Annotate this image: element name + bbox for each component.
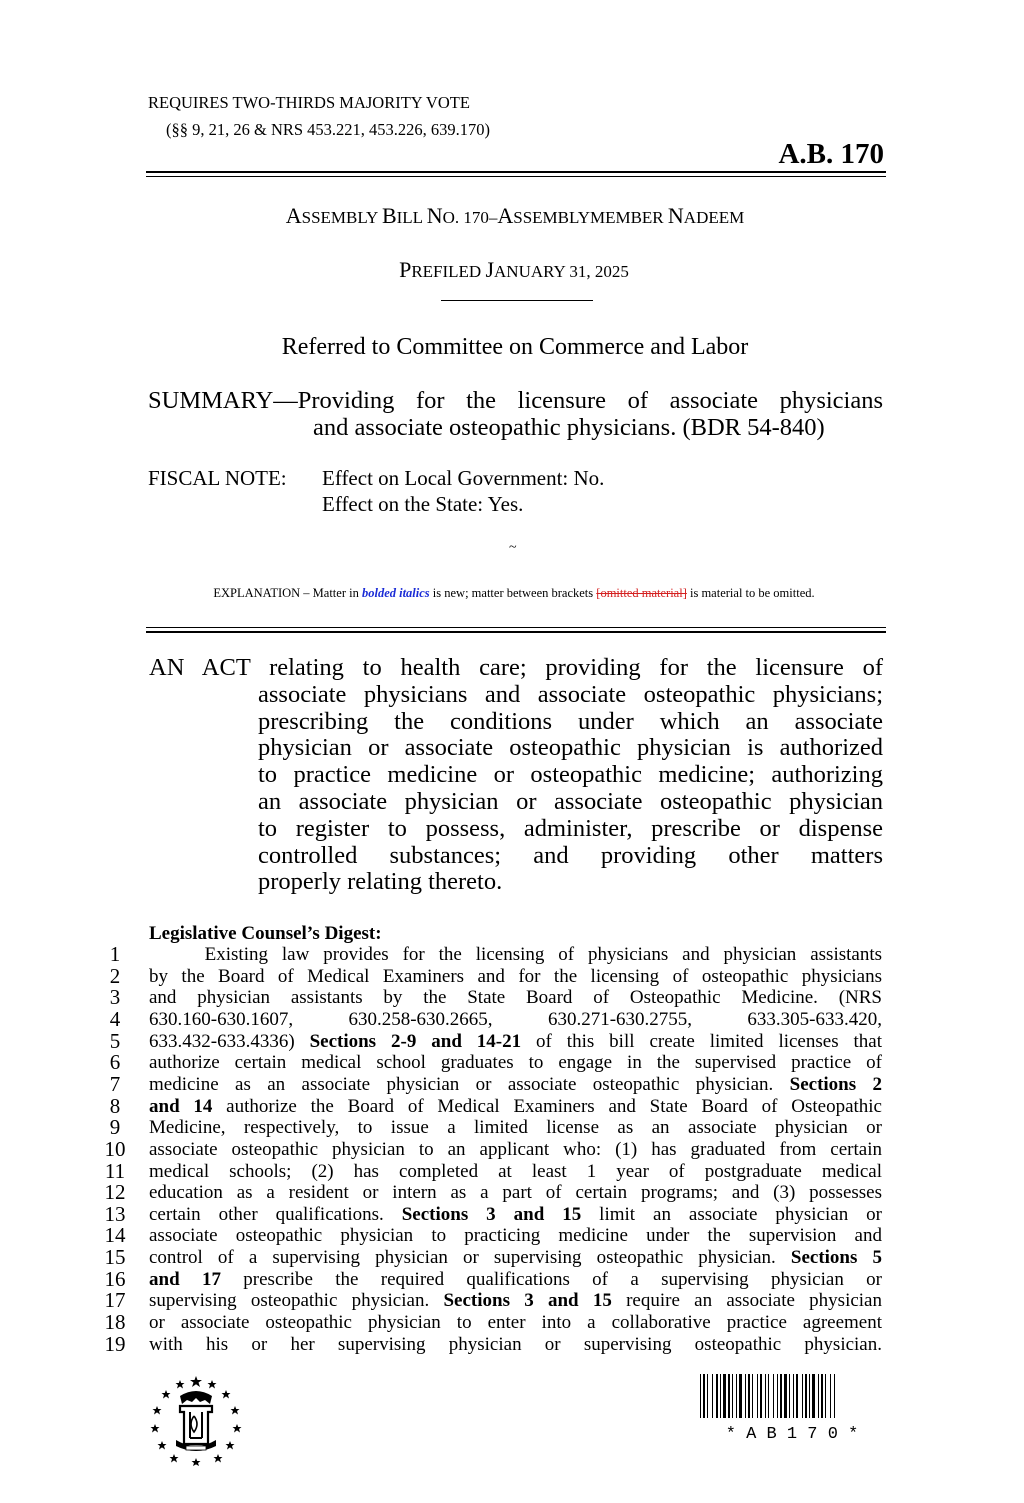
barcode-bar [748, 1374, 750, 1418]
explanation-line [0, 586, 1024, 601]
line-number: 2 [109, 963, 121, 988]
digest-line [100, 963, 886, 988]
nevada-seal-icon [150, 1374, 242, 1466]
digest-text: authorize the Board of Medical Examiners and State Board of Osteopathic [212, 1095, 882, 1117]
barcode-bar [760, 1374, 762, 1418]
line-number: 8 [109, 1093, 121, 1118]
barcode-bar [784, 1374, 787, 1418]
digest-line-text: Medicine, respectively, to issue a limited license as an associate physician or [149, 1117, 882, 1139]
digest-line-text: associate osteopathic physician to practicing medicine under the supervision and [149, 1225, 882, 1247]
digest-text: prescribe the required qualifications of a supervising physician or [220, 1268, 882, 1290]
explanation-middle: is new; matter between brackets [429, 586, 597, 600]
section-reference: Sections 2 [789, 1073, 883, 1095]
barcode-bar [703, 1374, 705, 1418]
digest-line-text: associate osteopathic physician to an applicant who: (1) has graduated from certain [149, 1138, 882, 1160]
digest-line-text [149, 1204, 882, 1226]
line-number: 16 [104, 1266, 126, 1291]
explanation-suffix: is material to be omitted. [686, 586, 815, 600]
digest-line [100, 1331, 886, 1356]
line-number: 5 [109, 1028, 121, 1053]
digest-line-text: Existing law provides for the licensing of physicians and physician assistants [149, 944, 882, 965]
barcode-bar [834, 1374, 835, 1418]
barcode-bar [818, 1374, 819, 1418]
digest-line [100, 1290, 886, 1312]
vote-requirement: REQUIRES TWO-THIRDS MAJORITY VOTE [148, 93, 470, 112]
fiscal-note-local: Effect on Local Government: No. [322, 466, 605, 490]
digest-line-text: 630.160-630.1607, 630.258-630.2665, 630.271-630.2755, 633.305-633.420, [149, 1008, 882, 1030]
digest-line-text: authorize certain medical school graduates to engage in the supervised practice of [149, 1052, 882, 1074]
section-reference: Sections 2-9 and 14-21 [309, 1030, 522, 1052]
digest-line-text [149, 1074, 882, 1096]
barcode-bar [821, 1374, 823, 1418]
digest-line [100, 1201, 886, 1226]
barcode-bar [712, 1374, 713, 1418]
barcode-bar [812, 1374, 815, 1418]
act-line: to practice medicine or osteopathic medicine; authorizing [258, 761, 883, 788]
fiscal-note-label: FISCAL NOTE: [148, 466, 287, 490]
digest-line-text [149, 1031, 882, 1053]
digest-line [100, 1158, 886, 1183]
explanation-rule-top [146, 627, 886, 628]
digest-line [100, 1052, 886, 1074]
digest-line [100, 1117, 886, 1139]
line-number: 14 [104, 1223, 126, 1248]
line-number: 11 [104, 1158, 126, 1183]
line-number: 12 [104, 1180, 126, 1205]
digest-line-text: medical schools; (2) has completed at least 1 year of postgraduate medical [149, 1160, 882, 1182]
digest-line-text [149, 1247, 882, 1269]
barcode [700, 1374, 884, 1418]
barcode-bar [765, 1374, 766, 1418]
digest-line [100, 1071, 886, 1096]
act-line: AN ACT relating to health care; providing for the licensure of [149, 654, 883, 681]
barcode-bar [728, 1374, 730, 1418]
barcode-bar [723, 1374, 726, 1418]
digest-heading: Legislative Counsel’s Digest: [149, 923, 382, 944]
header-rule-bottom [146, 176, 886, 177]
digest-text: control of a supervising physician or supervising osteopathic physician. [149, 1247, 791, 1269]
barcode-bar [707, 1374, 708, 1418]
digest-text: certain other qualifications. [149, 1203, 402, 1225]
digest-text: 633.432-633.4336) [149, 1030, 310, 1052]
digest-line-text [149, 1096, 882, 1118]
fiscal-note-state: Effect on the State: Yes. [322, 492, 524, 516]
digest-line [100, 1028, 886, 1053]
barcode-bar [700, 1374, 701, 1418]
digest-line-text: or associate osteopathic physician to enter into a collaborative practice agreement [149, 1312, 882, 1334]
act-line: physician or associate osteopathic physician is authorized [258, 734, 883, 761]
explanation-new-sample: bolded italics [361, 586, 430, 600]
line-number: 9 [109, 1115, 121, 1140]
bill-title: ASSEMBLY BILL NO. 170–ASSEMBLYMEMBER NADEEM [285, 203, 745, 228]
barcode-bar [777, 1374, 778, 1418]
barcode-bar [736, 1374, 737, 1418]
barcode-bar [720, 1374, 721, 1418]
digest-line [100, 1182, 886, 1204]
digest-text: limit an associate physician or [581, 1203, 882, 1225]
digest-line [100, 1136, 886, 1161]
explanation-omitted-sample: [omitted material] [596, 586, 687, 600]
digest-line [100, 1093, 886, 1118]
barcode-bar [732, 1374, 733, 1418]
section-reference: Sections 5 [790, 1247, 882, 1269]
bill-number: A.B. 170 [778, 138, 884, 170]
digest-line [100, 1247, 886, 1269]
section-reference: and 17 [149, 1268, 221, 1290]
line-number: 15 [104, 1245, 126, 1270]
line-number: 3 [109, 985, 121, 1010]
barcode-bar [789, 1374, 790, 1418]
line-number: 7 [109, 1071, 121, 1096]
digest-line-text [149, 1269, 882, 1291]
digest-line [100, 944, 886, 966]
line-number: 10 [104, 1136, 126, 1161]
line-number: 17 [104, 1288, 126, 1313]
barcode-bar [739, 1374, 742, 1418]
section-reference: and 14 [149, 1095, 213, 1117]
barcode-bar [745, 1374, 746, 1418]
act-line: to register to possess, administer, prescribe or dispense [258, 815, 883, 842]
barcode-bar [773, 1374, 774, 1418]
section-reference: Sections 3 and 15 [443, 1290, 612, 1312]
barcode-bar [716, 1374, 718, 1418]
explanation-rule-bottom [146, 631, 886, 633]
line-number: 19 [104, 1331, 126, 1356]
act-line: properly relating thereto. [258, 868, 503, 895]
barcode-bar [757, 1374, 758, 1418]
barcode-bar [796, 1374, 798, 1418]
digest-text: medicine as an associate physician or associate osteopathic physician. [149, 1073, 790, 1095]
barcode-bar [768, 1374, 769, 1418]
line-number: 1 [109, 942, 121, 966]
sections-reference: (§§ 9, 21, 26 & NRS 453.221, 453.226, 639.170) [166, 120, 491, 139]
barcode-bar [809, 1374, 810, 1418]
prefiled-date: PREFILED JANUARY 31, 2025 [399, 257, 629, 282]
digest-line [100, 1225, 886, 1247]
barcode-bar [780, 1374, 782, 1418]
line-number: 13 [104, 1201, 126, 1226]
tilde-mark: ~ [509, 540, 517, 555]
barcode-bar [825, 1374, 826, 1418]
digest-line-text: education as a resident or intern as a part of certain programs; and (3) possesses [149, 1182, 882, 1204]
digest-line-text: and physician assistants by the State Board of Osteopathic Medicine. (NRS [149, 987, 882, 1009]
barcode-bar [752, 1374, 753, 1418]
digest-line [100, 987, 886, 1009]
header-rule-top [146, 171, 886, 173]
section-reference: Sections 3 and 15 [401, 1203, 582, 1225]
title-divider [441, 300, 593, 301]
act-line: an associate physician or associate osteopathic physician [258, 788, 883, 815]
act-line: controlled substances; and providing other matters [258, 842, 883, 869]
summary-line-1: SUMMARY—Providing for the licensure of associate physicians [148, 387, 883, 414]
digest-text: require an associate physician [611, 1290, 882, 1312]
barcode-bar [793, 1374, 794, 1418]
digest-line-text [149, 1290, 882, 1312]
summary-line-2: and associate osteopathic physicians. (BDR 54-840) [313, 414, 825, 441]
barcode-text: * A B 1 7 0 * [725, 1425, 859, 1444]
barcode-bar [802, 1374, 803, 1418]
digest-line [100, 1266, 886, 1291]
digest-line [100, 1312, 886, 1334]
line-number: 4 [109, 1006, 121, 1031]
line-number: 6 [109, 1050, 121, 1075]
digest-text: supervising osteopathic physician. [149, 1290, 444, 1312]
barcode-bar [805, 1374, 807, 1418]
digest-line-text: with his or her supervising physician or supervising osteopathic physician. [149, 1333, 882, 1355]
barcode-bar [830, 1374, 831, 1418]
line-number: 18 [104, 1310, 126, 1335]
digest-line [100, 1006, 886, 1031]
digest-text: of this bill create limited licenses that [521, 1030, 883, 1052]
act-line: associate physicians and associate osteopathic physicians; [258, 681, 883, 708]
explanation-prefix: EXPLANATION – Matter in [213, 586, 362, 600]
act-line: prescribing the conditions under which an associate [258, 708, 883, 735]
committee-referral: Referred to Committee on Commerce and Labor [281, 334, 749, 360]
digest-line-text: by the Board of Medical Examiners and for the licensing of osteopathic physicians [149, 965, 882, 987]
